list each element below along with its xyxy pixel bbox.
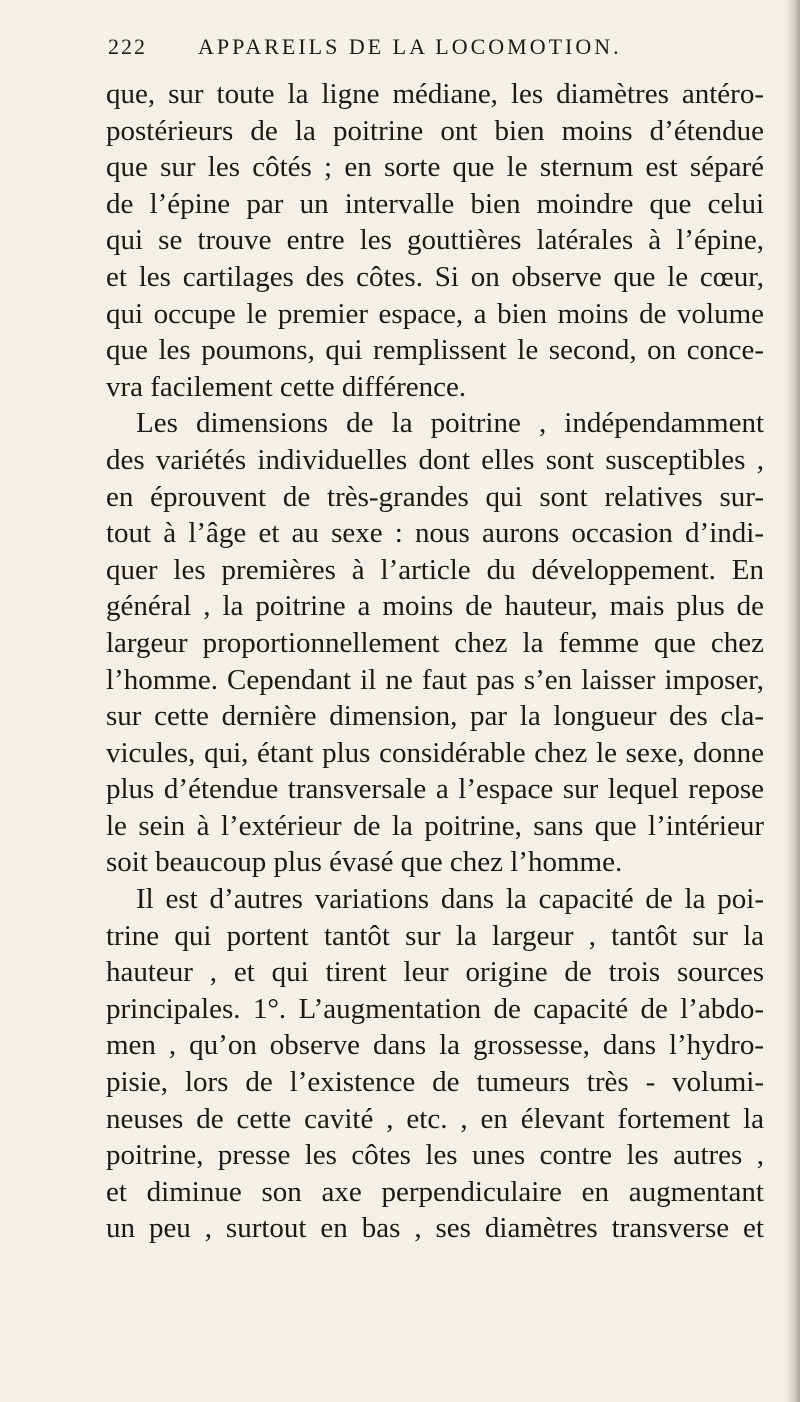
text-line: et diminue son axe perpendiculaire en augmentant bbox=[106, 1175, 764, 1208]
text-line: trine qui portent tantôt sur la largeur , tantôt sur la bbox=[106, 919, 764, 952]
text-line: le sein à l’extérieur de la poitrine, sans que l’intérieur bbox=[106, 809, 764, 842]
text-line: vra facilement cette différence. bbox=[106, 370, 467, 403]
text-line: qui se trouve entre les gouttières latérales à l’épine, bbox=[106, 224, 764, 257]
text-line: pisie, lors de l’existence de tumeurs très - volumi- bbox=[106, 1066, 764, 1099]
text-line: en éprouvent de très-grandes qui sont relatives sur- bbox=[106, 480, 764, 513]
text-line: tout à l’âge et au sexe : nous aurons occasion d’indi- bbox=[106, 517, 764, 550]
page-number: 222 bbox=[108, 34, 147, 59]
running-title: APPAREILS DE LA LOCOMOTION. bbox=[198, 34, 622, 59]
text-line: men , qu’on observe dans la grossesse, dans l’hydro- bbox=[106, 1029, 764, 1062]
text-line: sur cette dernière dimension, par la longueur des cla- bbox=[106, 700, 764, 733]
paragraph-first-line: Il est d’autres variations dans la capacité de la poi- bbox=[136, 883, 764, 916]
text-line: un peu , surtout en bas , ses diamètres transverse et bbox=[106, 1212, 764, 1245]
text-line: l’homme. Cependant il ne faut pas s’en laisser imposer, bbox=[106, 663, 764, 696]
text-line: neuses de cette cavité , etc. , en élevant fortement la bbox=[106, 1102, 764, 1135]
text-line: soit beaucoup plus évasé que chez l’homme. bbox=[106, 846, 623, 879]
text-line: que les poumons, qui remplissent le second, on conce- bbox=[106, 334, 764, 367]
text-line: et les cartilages des côtes. Si on observe que le cœur, bbox=[106, 260, 764, 293]
text-line: postérieurs de la poitrine ont bien moins d’étendue bbox=[106, 114, 764, 147]
text-line: que, sur toute la ligne médiane, les diamètres antéro- bbox=[106, 78, 764, 110]
text-line: principales. 1°. L’augmentation de capacité de l’abdo- bbox=[106, 992, 764, 1025]
text-line: poitrine, presse les côtes les unes contre les autres , bbox=[106, 1139, 764, 1172]
paragraph-first-line: Les dimensions de la poitrine , indépendamment bbox=[136, 407, 764, 440]
running-head bbox=[108, 34, 708, 64]
text-line: quer les premières à l’article du développement. En bbox=[106, 553, 764, 586]
text-line: de l’épine par un intervalle bien moindre que celui bbox=[106, 187, 764, 220]
text-line: qui occupe le premier espace, a bien moins de volume bbox=[106, 297, 764, 330]
text-line: hauteur , et qui tirent leur origine de trois sources bbox=[106, 956, 764, 989]
text-line: que sur les côtés ; en sorte que le sternum est séparé bbox=[106, 151, 764, 184]
text-line: plus d’étendue transversale a l’espace sur lequel repose bbox=[106, 773, 764, 806]
body-text bbox=[106, 76, 764, 1247]
page-edge-shadow bbox=[786, 0, 800, 1402]
text-line: largeur proportionnellement chez la femme que chez bbox=[106, 626, 764, 659]
text-line: vicules, qui, étant plus considérable chez le sexe, donne bbox=[106, 736, 764, 769]
text-line: des variétés individuelles dont elles sont susceptibles , bbox=[106, 443, 764, 476]
text-line: général , la poitrine a moins de hauteur, mais plus de bbox=[106, 590, 764, 623]
